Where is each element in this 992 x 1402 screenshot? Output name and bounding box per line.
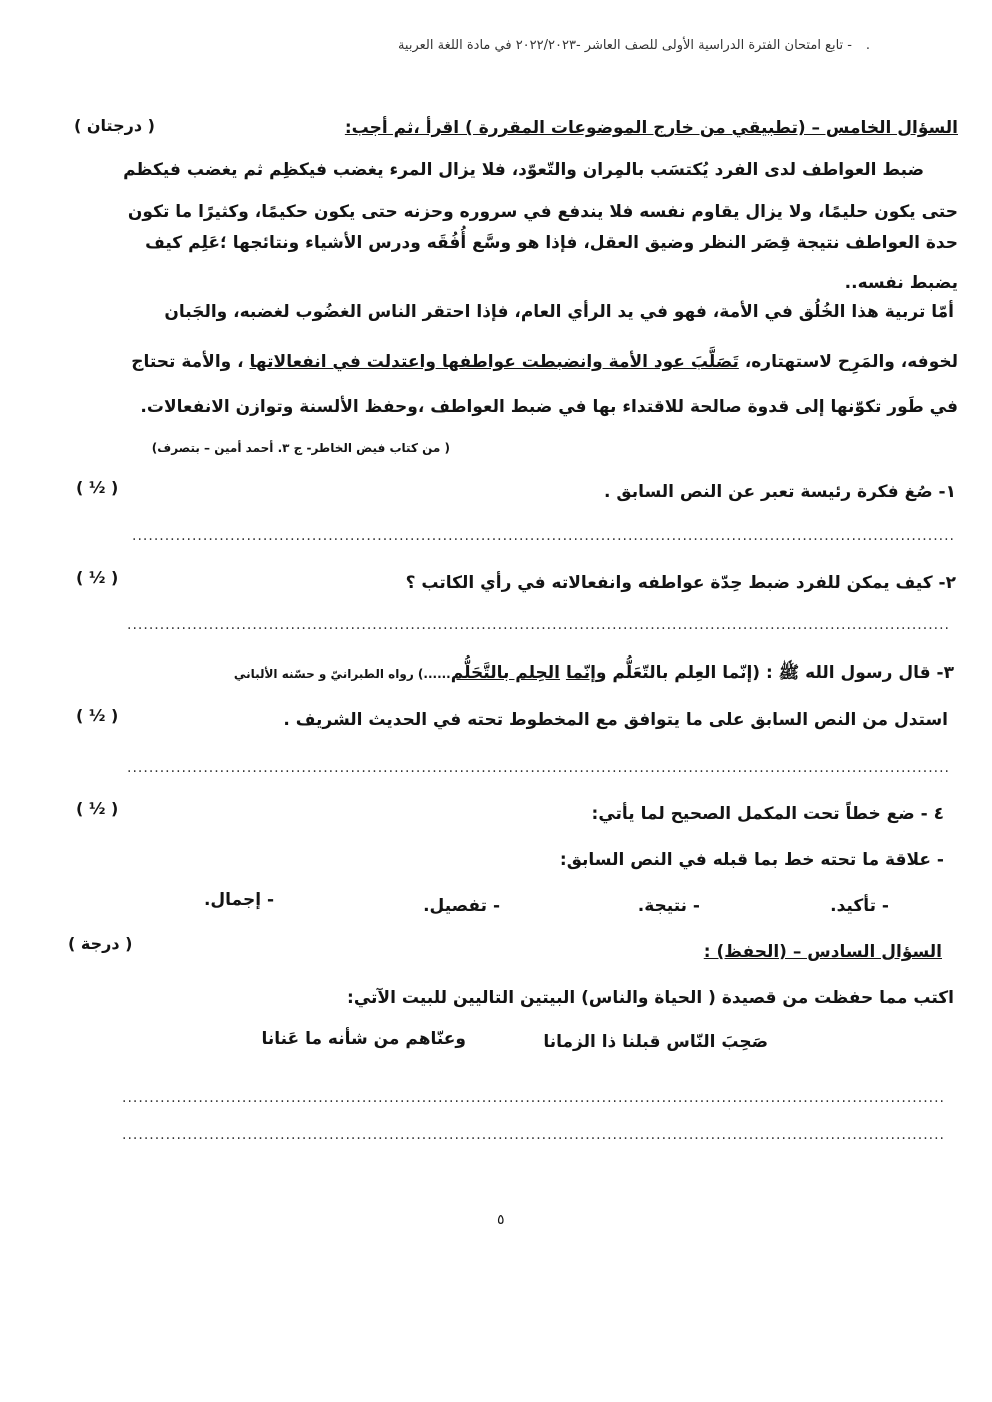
question-1	[604, 482, 956, 502]
question-1-marks: ( ½ )	[76, 478, 119, 497]
answer-line-1[interactable]: .......................................................................................................................................................	[132, 528, 955, 544]
paragraph-1-line-4: يضبط نفسه..	[844, 273, 958, 293]
question-4-number: ٤ -	[920, 804, 944, 824]
hadith-link: وإنّما	[565, 663, 607, 683]
option-result[interactable]: - نتيجة.	[637, 896, 700, 916]
question-2-marks: ( ½ )	[76, 568, 119, 587]
question-3-marks: ( ½ )	[76, 706, 119, 725]
question-4-text: ضع خطاً تحت المكمل الصحيح لما يأتي:	[591, 804, 915, 824]
answer-line-verse-1[interactable]: .......................................................................................................................................................	[122, 1090, 945, 1106]
question-3-text: استدل من النص السابق على ما يتوافق مع المخطوط تحته في الحديث الشريف .	[283, 710, 948, 730]
paragraph-2-line-2	[131, 352, 958, 372]
question-6-marks: ( درجة )	[68, 934, 133, 953]
answer-line-2[interactable]: .......................................................................................................................................................	[127, 617, 950, 633]
option-confirmation[interactable]: - تأكيد.	[830, 896, 889, 916]
option-detailing[interactable]: - تفصيل.	[423, 896, 500, 916]
question-3-hadith	[234, 662, 954, 687]
question-5-title: السؤال الخامس – (تطبيقي من خارج الموضوعات المقررة ) اقرأ ،ثم أجب:	[344, 118, 958, 138]
paragraph-2-line-1: أمّا تربية هذا الخُلُق في الأمة، فهو في يد الرأي العام، فإذا احتقر الناس الغضُوب لغضبه، والجَبان	[164, 302, 954, 322]
page-number: ٥	[497, 1212, 505, 1228]
question-6-title: السؤال السادس – (الحفظ) :	[703, 942, 942, 962]
answer-line-3[interactable]: .......................................................................................................................................................	[127, 760, 950, 776]
hadith-end: ......) رواه الطبرانيّ و حسّنه الألباني	[233, 667, 451, 681]
paragraph-1-line-3: حدة العواطف نتيجة قِصَر النظر وضيق العقل، فإذا هو وسَّع أُفُقَه ودرس الأشياء ونتائجها ؛عَلِم كيف	[145, 233, 958, 253]
question-6-instruction: اكتب مما حفظت من قصيدة ( الحياة والناس) البيتين التاليين للبيت الآتي:	[347, 988, 954, 1008]
text-source: ( من كتاب فيض الخاطر- ج ٣. أحمد أمين – بتصرف)	[151, 441, 450, 455]
hadith-underlined: الحِلم بالتَّحَلُّم	[450, 663, 561, 683]
question-4-stem: - علاقة ما تحته خط بما قبله في النص السابق:	[559, 850, 944, 870]
exam-header: - تابع امتحان الفترة الدراسية الأولى للصف العاشر -٢٠٢٢/٢٠٢٣ في مادة اللغة العربية	[397, 38, 852, 53]
header-dot: .	[865, 38, 870, 53]
question-1-number: ١-	[938, 482, 956, 502]
paragraph-2-underlined-phrase: تَصَلَّبَ عود الأمة وانضبطت عواطفها واعتدلت في انفعالاتها	[249, 352, 739, 372]
question-1-text: صُغ فكرة رئيسة تعبر عن النص السابق .	[604, 482, 933, 502]
verse-second-hemistich: وعنّاهم من شأنه ما عَنانا	[261, 1029, 466, 1049]
paragraph-1-line-1: ضبط العواطف لدى الفرد يُكتسَب بالمِران والتّعوّد، فلا يزال المرء يغضب فيكظِم ثم يغضب فيكظم	[123, 160, 924, 180]
question-2-number: ٢-	[938, 573, 956, 593]
question-4	[592, 804, 944, 824]
hadith-intro: قال رسول الله ﷺ : (إنّما العِلم بالتّعَلُّم	[612, 663, 931, 683]
paragraph-2-line-2-after: ، والأمة تحتاج	[131, 352, 244, 372]
question-2	[406, 573, 956, 593]
question-2-text: كيف يمكن للفرد ضبط حِدّة عواطفه وانفعالاته في رأي الكاتب ؟	[405, 573, 933, 593]
option-summary[interactable]: - إجمال.	[203, 890, 274, 910]
question-3-number: ٣-	[936, 663, 954, 683]
paragraph-2-line-2-before: لخوفه، والمَرِح لاستهتاره،	[744, 352, 958, 372]
answer-line-verse-2[interactable]: .......................................................................................................................................................	[122, 1127, 945, 1143]
question-5-marks: ( درجتان )	[74, 116, 155, 135]
paragraph-1-line-2: حتى يكون حليمًا، ولا يزال يقاوم نفسه فلا يندفع في سروره وحزنه حتى يكون حكيمًا، وكثيرًا ما تكون	[127, 202, 958, 222]
verse-first-hemistich: صَحِبَ النّاس قبلنا ذا الزمانا	[543, 1032, 768, 1052]
paragraph-2-line-3: في طَور تكوّنها إلى قدوة صالحة للاقتداء بها في ضبط العواطف ،وحفظ الألسنة وتوازن الانفعالات.	[140, 397, 958, 417]
question-4-marks: ( ½ )	[76, 799, 119, 818]
